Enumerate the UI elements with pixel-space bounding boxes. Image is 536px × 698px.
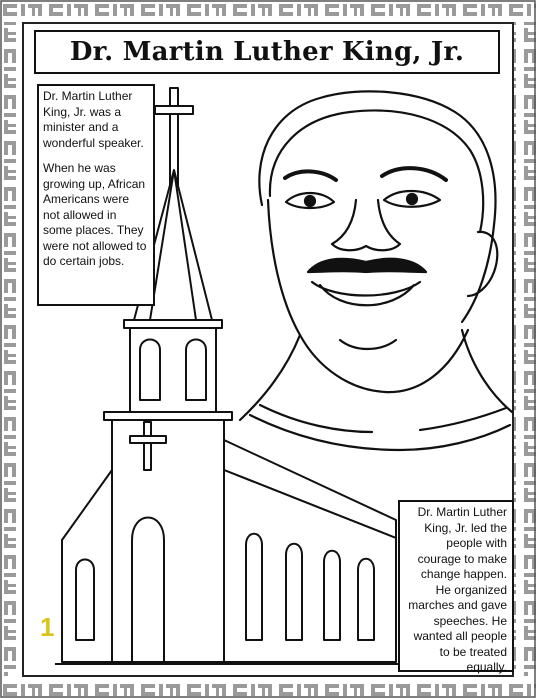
right-text-box xyxy=(398,500,514,672)
left-paragraph-1: Dr. Martin Luther King, Jr. was a minister and a wonderful speaker. xyxy=(43,89,144,150)
corner-number: 1 xyxy=(40,612,55,642)
portrait-illustration xyxy=(240,91,512,450)
left-text-box xyxy=(37,84,155,306)
left-paragraph-2: When he was growing up, African Americans were not allowed in some places. They were not allowed to do certain jobs. xyxy=(43,161,147,268)
title-box xyxy=(34,30,500,74)
page-title: Dr. Martin Luther King, Jr. xyxy=(69,37,465,67)
right-paragraph-1: Dr. Martin Luther King, Jr. led the people with courage to make change happen. He organized marches and gave speeches. He wanted all people to be treated equally. xyxy=(408,505,507,674)
